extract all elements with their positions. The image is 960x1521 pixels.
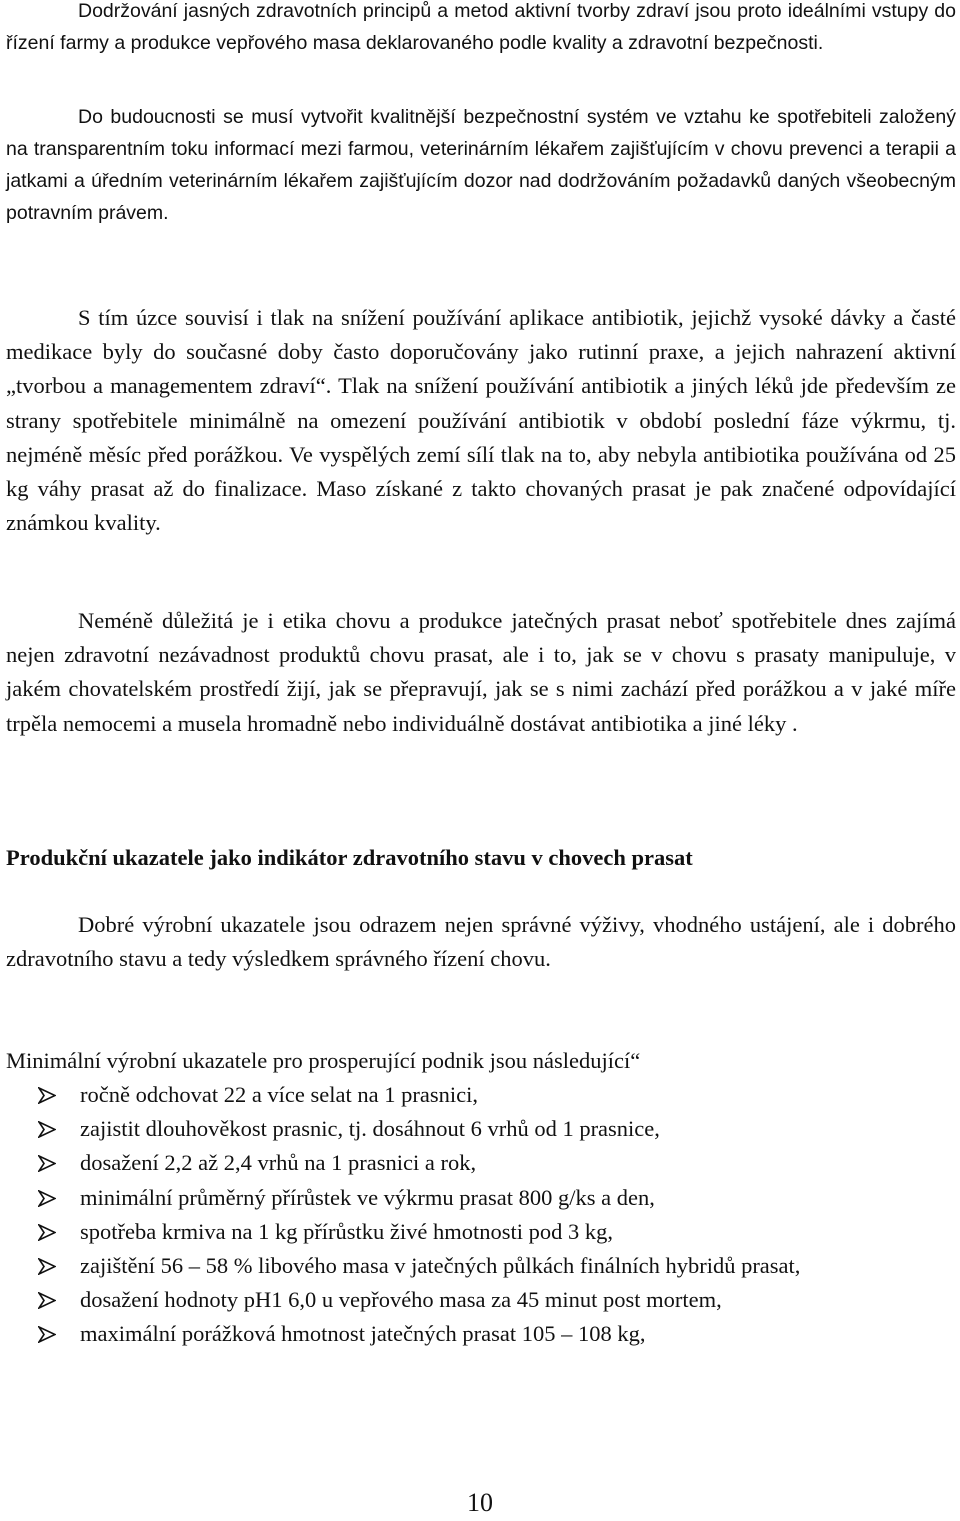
list-item-text: maximální porážková hmotnost jatečných prasat 105 – 108 kg, <box>80 1321 646 1347</box>
arrowhead-bullet-icon <box>38 1190 56 1207</box>
paragraph-safety-system: Do budoucnosti se musí vytvořit kvalitnější bezpečnostní systém ve vztahu ke spotřebiteli založený na transparentním toku informací mezi farmou, veterinárním lékařem zajišťujícím v chovu prevenci a terapii a jatkami a úředním veterinárním lékařem zajišťujícím dozor nad dodržováním požadavků daných všeobecným potravním právem. <box>6 106 956 224</box>
list-item <box>6 1215 956 1249</box>
arrowhead-bullet-icon <box>38 1292 56 1309</box>
list-item <box>6 1249 956 1283</box>
arrowhead-bullet-icon <box>38 1155 56 1172</box>
list-item-text: minimální průměrný přírůstek ve výkrmu prasat 800 g/ks a den, <box>80 1184 655 1210</box>
arrowhead-bullet-icon <box>38 1121 56 1138</box>
paragraph-production-indicators: Dobré výrobní ukazatele jsou odrazem nejen správné výživy, vhodného ustájení, ale i dobrého zdravotního stavu a tedy výsledkem správného řízení chovu. <box>6 912 956 972</box>
page-number: 10 <box>467 1488 493 1517</box>
arrowhead-bullet-icon <box>38 1087 56 1104</box>
list-item-text: ročně odchovat 22 a více selat na 1 prasnici, <box>80 1082 478 1107</box>
arrowhead-bullet-icon <box>38 1258 56 1275</box>
list-item <box>6 1283 956 1317</box>
list-intro: Minimální výrobní ukazatele pro prosperující podnik jsou následující“ <box>6 1048 641 1073</box>
list-item <box>6 1317 956 1351</box>
list-item <box>6 1181 956 1215</box>
section-heading: Produkční ukazatele jako indikátor zdravotního stavu v chovech prasat <box>6 845 693 870</box>
list-item-text: zajištění 56 – 58 % libového masa v jatečných půlkách finálních hybridů prasat, <box>80 1253 801 1279</box>
list-item-text: spotřeba krmiva na 1 kg přírůstku živé hmotnosti pod 3 kg, <box>80 1218 614 1244</box>
list-item-text: dosažení hodnoty pH1 6,0 u vepřového masa za 45 minut post mortem, <box>80 1287 722 1313</box>
indicator-list <box>6 1078 956 1352</box>
paragraph-antibiotics: S tím úzce souvisí i tlak na snížení používání aplikace antibiotik, jejichž vysoké dávky a časté medikace byly do současné doby často doporučovány jako rutinní praxe, a jejich nahrazení aktivní „tvorbou a managementem zdraví“. Tlak na snížení používání antibiotik a jiných léků jde především ze strany spotřebitele minimálně na omezení používání antibiotik v období poslední fáze výkrmu, tj. nejméně měsíc před porážkou. Ve vyspělých zemí sílí tlak na to, aby nebyla antibiotika používána od 25 kg váhy prasat až do finalizace. Maso získané z takto chovaných prasat je pak značené odpovídající známkou kvality. <box>6 305 956 536</box>
arrowhead-bullet-icon <box>38 1326 56 1343</box>
list-item <box>6 1146 956 1180</box>
list-item <box>6 1112 956 1146</box>
arrowhead-bullet-icon <box>38 1224 56 1241</box>
list-item-text: dosažení 2,2 až 2,4 vrhů na 1 prasnici a rok, <box>80 1150 477 1176</box>
list-item <box>6 1078 956 1112</box>
list-item-text: zajistit dlouhověkost prasnic, tj. dosáhnout 6 vrhů od 1 prasnice, <box>80 1116 660 1142</box>
paragraph-health-principles: Dodržování jasných zdravotních principů a metod aktivní tvorby zdraví jsou proto ideálními vstupy do řízení farmy a produkce vepřového masa deklarovaného podle kvality a zdravotní bezpečnosti. <box>6 0 956 54</box>
paragraph-ethics: Neméně důležitá je i etika chovu a produkce jatečných prasat neboť spotřebitele dnes zajímá nejen zdravotní nezávadnost produktů chovu prasat, ale i to, jak se v chovu s prasaty manipuluje, v jakém chovatelském prostředí žijí, jak se přepravují, jak se s nimi zachází před porážkou a v jaké míře trpěla nemocemi a musela hromadně nebo individuálně dostávat antibiotika a jiné léky . <box>6 608 956 736</box>
